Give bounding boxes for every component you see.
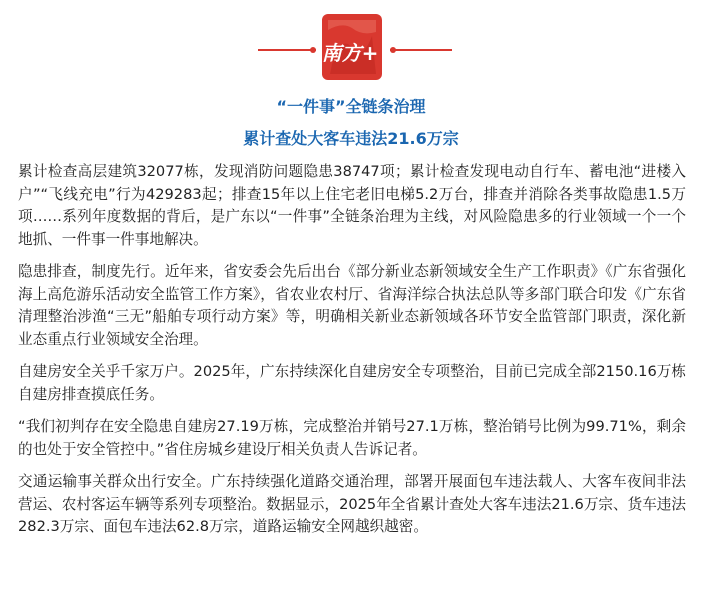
article-header	[0, 0, 702, 92]
paragraph: “我们初判存在安全隐患自建房27.19万栋，完成整治并销号27.1万栋，整治销号比例为99.71%，剩余的也处于安全管控中。”省住房城乡建设厅相关负责人告诉记者。	[18, 418, 686, 458]
title-line-2: 累计查处大客车违法21.6万宗	[243, 129, 459, 148]
article-body	[18, 161, 686, 549]
logo-text: 南方+	[322, 41, 379, 65]
paragraph: 累计检查高层建筑32077栋，发现消防问题隐患38747项；累计检查发现电动自行车、蓄电池“进楼入户”“飞线充电”行为429283起；排查15年以上住宅老旧电梯5.2万台，排查并消除各类事故隐患1.5万项……系列年度数据的背后，是广东以“一件事”全链条治理为主线，对风险隐患多的行业领域一个一个地抓、一件事一件事地解决。	[18, 163, 686, 248]
title-line-1: “一件事”全链条治理	[276, 97, 426, 116]
paragraph: 自建房安全关乎千家万户。2025年，广东持续深化自建房安全专项整治，目前已完成全部2150.16万栋自建房排查摸底任务。	[18, 363, 686, 403]
article-title	[0, 94, 702, 152]
paragraph: 交通运输事关群众出行安全。广东持续强化道路交通治理，部署开展面包车违法载人、大客车夜间非法营运、农村客运车辆等系列专项整治。数据显示，2025年全省累计查处大客车违法21.6万宗、货车违法282.3万宗、面包车违法62.8万宗，道路运输安全网越织越密。	[18, 473, 686, 535]
nanfang-plus-logo	[322, 14, 382, 80]
header-divider-right	[390, 49, 452, 51]
header-divider-left	[258, 49, 316, 51]
paragraph: 隐患排查，制度先行。近年来，省安委会先后出台《部分新业态新领域安全生产工作职责》《广东省强化海上高危游乐活动安全监管工作方案》，省农业农村厅、省海洋综合执法总队等多部门联合印发《广东省清理整治涉渔“三无”船舶专项行动方案》等，明确相关新业态新领域各环节安全监管部门职责，深化新业态重点行业领域安全治理。	[18, 263, 686, 348]
